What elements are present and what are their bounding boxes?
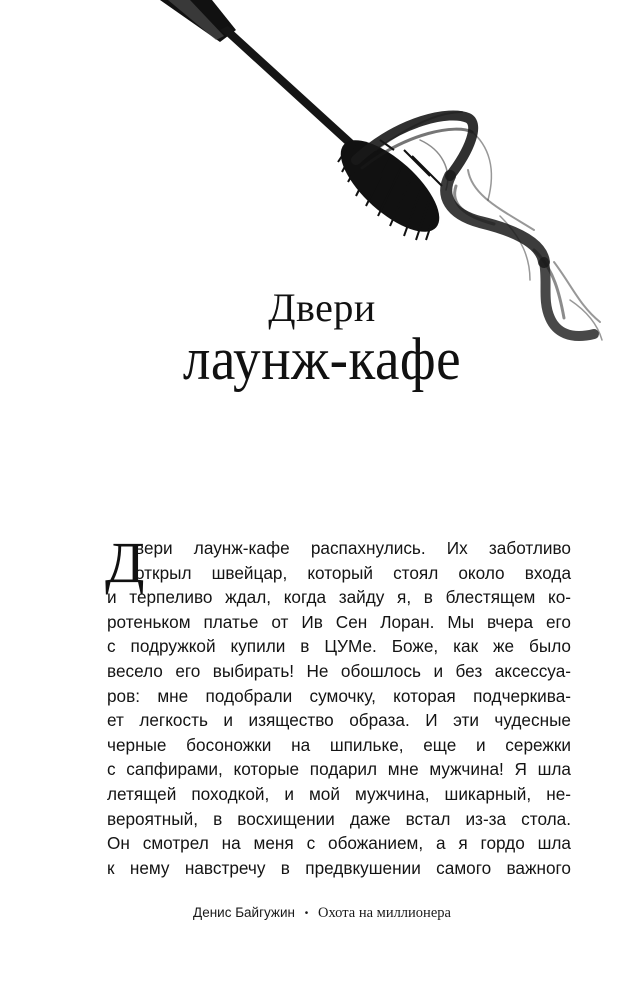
mascara-wand — [220, 26, 364, 156]
chapter-title-line-2: лаунж-кафе — [182, 326, 462, 392]
text-line: к нему навстречу в предвкушении самого важного — [107, 857, 571, 878]
footer-author: Денис Байгужин — [193, 905, 295, 920]
text-line: весело его выбирать! Не обошлось и без аксессуа- — [107, 660, 571, 681]
drop-cap: Д — [105, 530, 145, 595]
text-line: открыл швейцар, который стоял около входа — [135, 562, 571, 583]
footer-book-title: Охота на миллионера — [318, 905, 451, 921]
text-line: ров: мне подобрали сумочку, которая подчеркива- — [107, 685, 571, 706]
text-line: с сапфирами, которые подарил мне мужчина! Я шла — [107, 759, 571, 780]
text-line: с подружкой купили в ЦУМе. Боже, как же было — [107, 636, 571, 657]
text-line: и терпеливо ждал, когда зайду я, в блестящем ко- — [107, 587, 571, 608]
text-line: черные босоножки на шпильке, еще и сережки — [107, 734, 571, 755]
footer-separator: • — [304, 908, 309, 919]
text-line: Он смотрел на меня с обожанием, а я гордо шла — [107, 833, 571, 854]
mascara-brush-head — [327, 125, 454, 247]
text-line: ротеньком платье от Ив Сен Лоран. Мы вчера его — [107, 611, 571, 632]
running-footer — [0, 904, 644, 923]
text-line: вери лаунж-кафе распахнулись. Их заботливо — [135, 538, 571, 558]
text-line: вероятный, в восхищении даже встал из-за стола. — [107, 808, 571, 829]
chapter-title-line-1: Двери — [268, 285, 376, 330]
body-paragraph — [105, 530, 571, 880]
text-line: ет легкость и изящество образа. И эти чудесные — [107, 710, 571, 731]
text-line: летящей походкой, и мой мужчина, шикарный, не- — [107, 783, 571, 804]
